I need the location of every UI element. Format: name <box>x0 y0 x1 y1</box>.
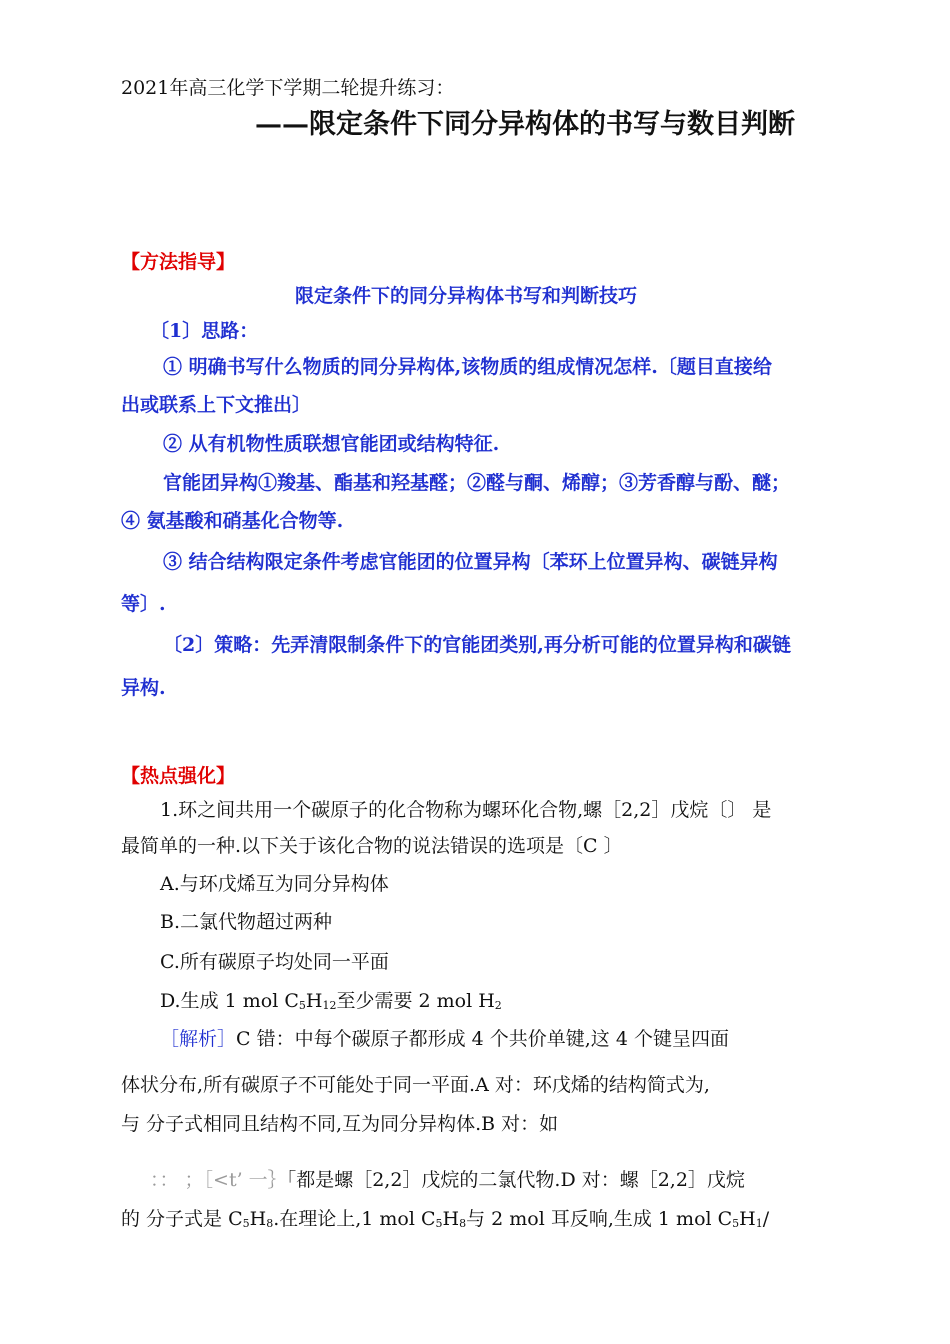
method-p5-line2: 等〕. <box>121 593 166 615</box>
method-p1: 〔1〕思路： <box>150 320 259 342</box>
method-p6-line2: 异构. <box>121 677 166 699</box>
option-a: A.与环戊烯互为同分异构体 <box>160 873 389 895</box>
method-p3: ② 从有机物性质联想官能团或结构特征. <box>163 433 500 455</box>
method-subheading: 限定条件下的同分异构体书写和判断技巧 <box>295 285 638 307</box>
method-p6-line1: 〔2〕策略：先弄清限制条件下的官能团类别,再分析可能的位置异构和碳链 <box>163 634 791 656</box>
document-title: ——限定条件下同分异构体的书写与数目判断 <box>255 109 795 140</box>
analysis-line2: 体状分布,所有碳原子不可能处于同一平面.A 对：环戊烯的结构简式为, <box>121 1074 710 1096</box>
option-c: C.所有碳原子均处同一平面 <box>160 951 389 973</box>
analysis-line4: ：： ；［<t’ 一｝「都是螺［2,2］戊烷的二氯代物.D 对：螺［2,2］戊烷 <box>150 1169 745 1191</box>
method-p2-line2: 出或联系上下文推出〕 <box>121 394 312 416</box>
option-d: D.生成 1 mol $C_5H_{12}$至少需要 2 mol $H_2$ <box>160 990 502 1012</box>
option-b: B.二氯代物超过两种 <box>160 911 333 933</box>
question-1-line2: 最简单的一种.以下关于该化合物的说法错误的选项是〔C 〕 <box>121 835 623 857</box>
document-subtitle: 2021年高三化学下学期二轮提升练习： <box>121 77 455 99</box>
analysis-line1: ［解析］C 错：中每个碳原子都形成 4 个共价单键,这 4 个键呈四面 <box>160 1028 729 1050</box>
question-1-line1: 1.环之间共用一个碳原子的化合物称为螺环化合物,螺［2,2］戊烷〔〕 是 <box>160 799 772 821</box>
analysis-line3: 与 分子式相同且结构不同,互为同分异构体.B 对：如 <box>121 1113 559 1135</box>
method-p5-line1: ③ 结合结构限定条件考虑官能团的位置异构〔苯环上位置异构、碳链异构 <box>163 551 778 573</box>
method-p2-line1: ① 明确书写什么物质的同分异构体,该物质的组成情况怎样.〔题目直接给 <box>163 356 772 378</box>
analysis-line5: 的 分子式是 $C_5H_8$.在理论上,1 mol $C_5H_8$与 2 mol 耳反响,生成 1 mol $C_5H_1/$ <box>121 1208 770 1230</box>
method-p4-line1: 官能团异构①羧基、酯基和羟基醛；②醛与酮、烯醇；③芳香醇与酚、醚； <box>163 472 791 494</box>
garbled-formula-fragment: ：： ；［<t’ 一｝ <box>150 1169 287 1191</box>
method-p4-line2: ④ 氨基酸和硝基化合物等. <box>121 510 344 532</box>
method-heading: 【方法指导】 <box>121 251 236 273</box>
hotspot-heading: 【热点强化】 <box>121 765 236 787</box>
analysis-label: ［解析］ <box>160 1028 237 1050</box>
